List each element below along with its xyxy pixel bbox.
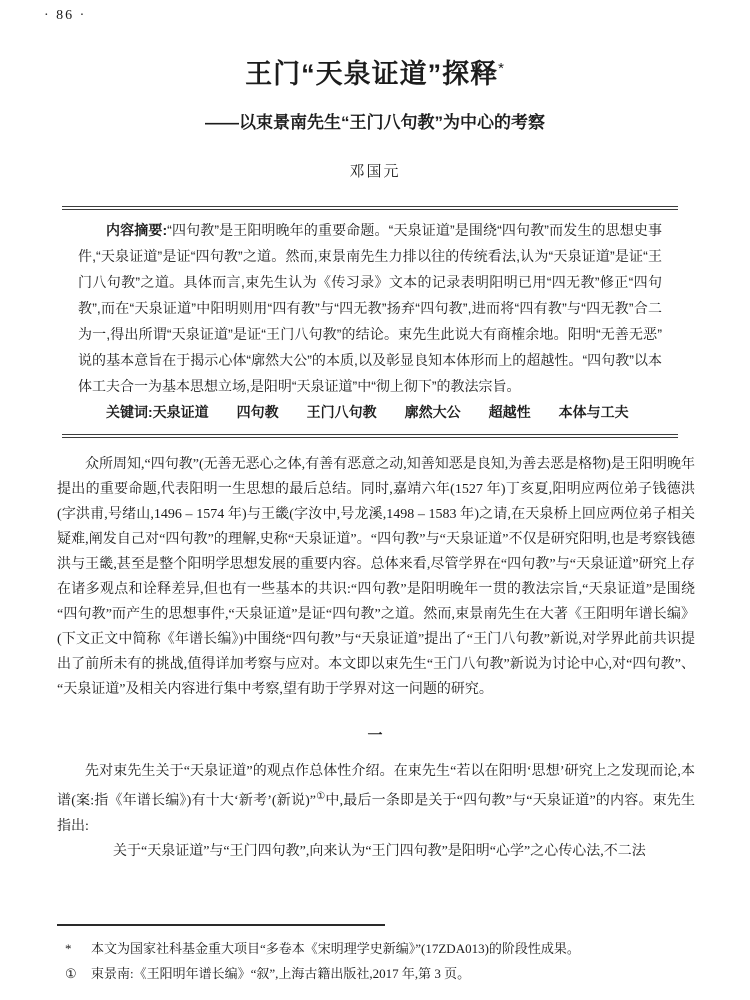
footnote-ref-1: ① [316, 791, 326, 802]
keywords-list: 天泉证道 四句教 王门八句教 廓然大公 超越性 本体与工夫 [152, 404, 629, 420]
section-heading-one: 一 [367, 727, 383, 744]
footnote-separator [57, 924, 385, 926]
abstract-text: “四句教”是王阳明晚年的重要命题。“天泉证道”是围绕“四句教”而发生的思想史事件,“天泉证道”是证“四句教”之道。然而,束景南先生力排以往的传统看法,认为“天泉证道”是证“王门八句教”之道。具体而言,束先生认为《传习录》文本的记录表明阳明已用“四无教”修正“四句教”,而在“天泉证道”中阳明则用“四有教”与“四无教”扬弃“四句教”,进而将“四有教”与“四无教”合二为一,得出所谓“天泉证道”是证“王门八句教”的结论。束先生此说大有商榷余地。阳明“无善无恶”说的基本意旨在于揭示心体“廓然大公”的本质,以及彰显良知本体形而上的超越性。“四句教”以本体工夫合一为基本思想立场,是阳明“天泉证道”中“彻上彻下”的教法宗旨。 [78, 222, 662, 394]
keywords-line [78, 399, 662, 425]
body-paragraph-2-text-cont: 中,最后一条即是关于“四句教”与“天泉证道”的内容。束先生指出: [57, 793, 695, 834]
keywords-label: 关键词: [106, 404, 153, 420]
footnote-area [57, 924, 695, 986]
article-title [0, 52, 750, 91]
body-paragraph-1: 众所周知,“四句教”(无善无恶心之体,有善有恶意之动,知善知恶是良知,为善去恶是格物)是王阳明晚年提出的重要命题,代表阳明一生思想的最后总结。同时,嘉靖六年(1527 年)丁亥夏,阳明应两位弟子钱德洪(字洪甫,号绪山,1496 – 1574 年)与王畿(字汝中,号龙溪,1498 – 1583 年)之请,在天泉桥上回应两位弟子相关疑难,阐发自己对“四句教”的理解,史称“天泉证道”。“四句教”与“天泉证道”不仅是研究阳明,也是考察钱德洪与王畿,甚至是整个阳明学思想发展的重要内容。总体来看,尽管学界在“四句教”与“天泉证道”研究上存在诸多观点和诠释差异,但也有一些基本的共识:“四句教”是阳明晚年一贯的教法宗旨,“天泉证道”是围绕“四句教”而产生的思想事件,“天泉证道”是证“四句教”之道。然而,束景南先生在大著《王阳明年谱长编》(下文正文中简称《年谱长编》)中围绕“四句教”与“天泉证道”提出了“王门八句教”新说,对学界此前共识提出了前所未有的挑战,值得详加考察与应对。本文即以束先生“王门八句教”新说为讨论中心,对“四句教”、“天泉证道”及相关内容进行集中考察,望有助于学界对这一问题的研究。 [57, 457, 695, 697]
block-quote: 关于“天泉证道”与“王门四句教”,向来认为“王门四句教”是阳明“心学”之心传心法,不二法 [113, 843, 646, 859]
abstract-paragraph [78, 217, 662, 399]
author-name: 邓国元 [349, 164, 401, 180]
footnote-item [57, 936, 695, 961]
footnote-text: 本文为国家社科基金重大项目“多卷本《宋明理学史新编》”(17ZDA013)的阶段性成果。 [91, 941, 580, 956]
footnote-item [57, 961, 695, 986]
page-number: · 86 · [44, 8, 87, 23]
body-paragraph-2 [57, 759, 695, 839]
abstract-box [62, 206, 678, 438]
article-subtitle: ——以束景南先生“王门八句教”为中心的考察 [205, 113, 545, 132]
abstract-label: 内容摘要: [106, 222, 168, 238]
article-title-text: 王门“天泉证道”探释 [245, 59, 499, 89]
footnote-text: 束景南:《王阳明年谱长编》“叙”,上海古籍出版社,2017 年,第 3 页。 [91, 966, 471, 981]
footnote-marker: ① [65, 966, 77, 981]
body-paragraph-2-text: 先对束先生关于“天泉证道”的观点作总体性介绍。在束先生“若以在阳明‘思想’研究上之发现而论,本谱(案:指《年谱长编》)有十大‘新考’(新说)” [57, 764, 695, 809]
footnote-marker: * [65, 941, 72, 956]
title-footnote-mark: * [498, 60, 505, 77]
